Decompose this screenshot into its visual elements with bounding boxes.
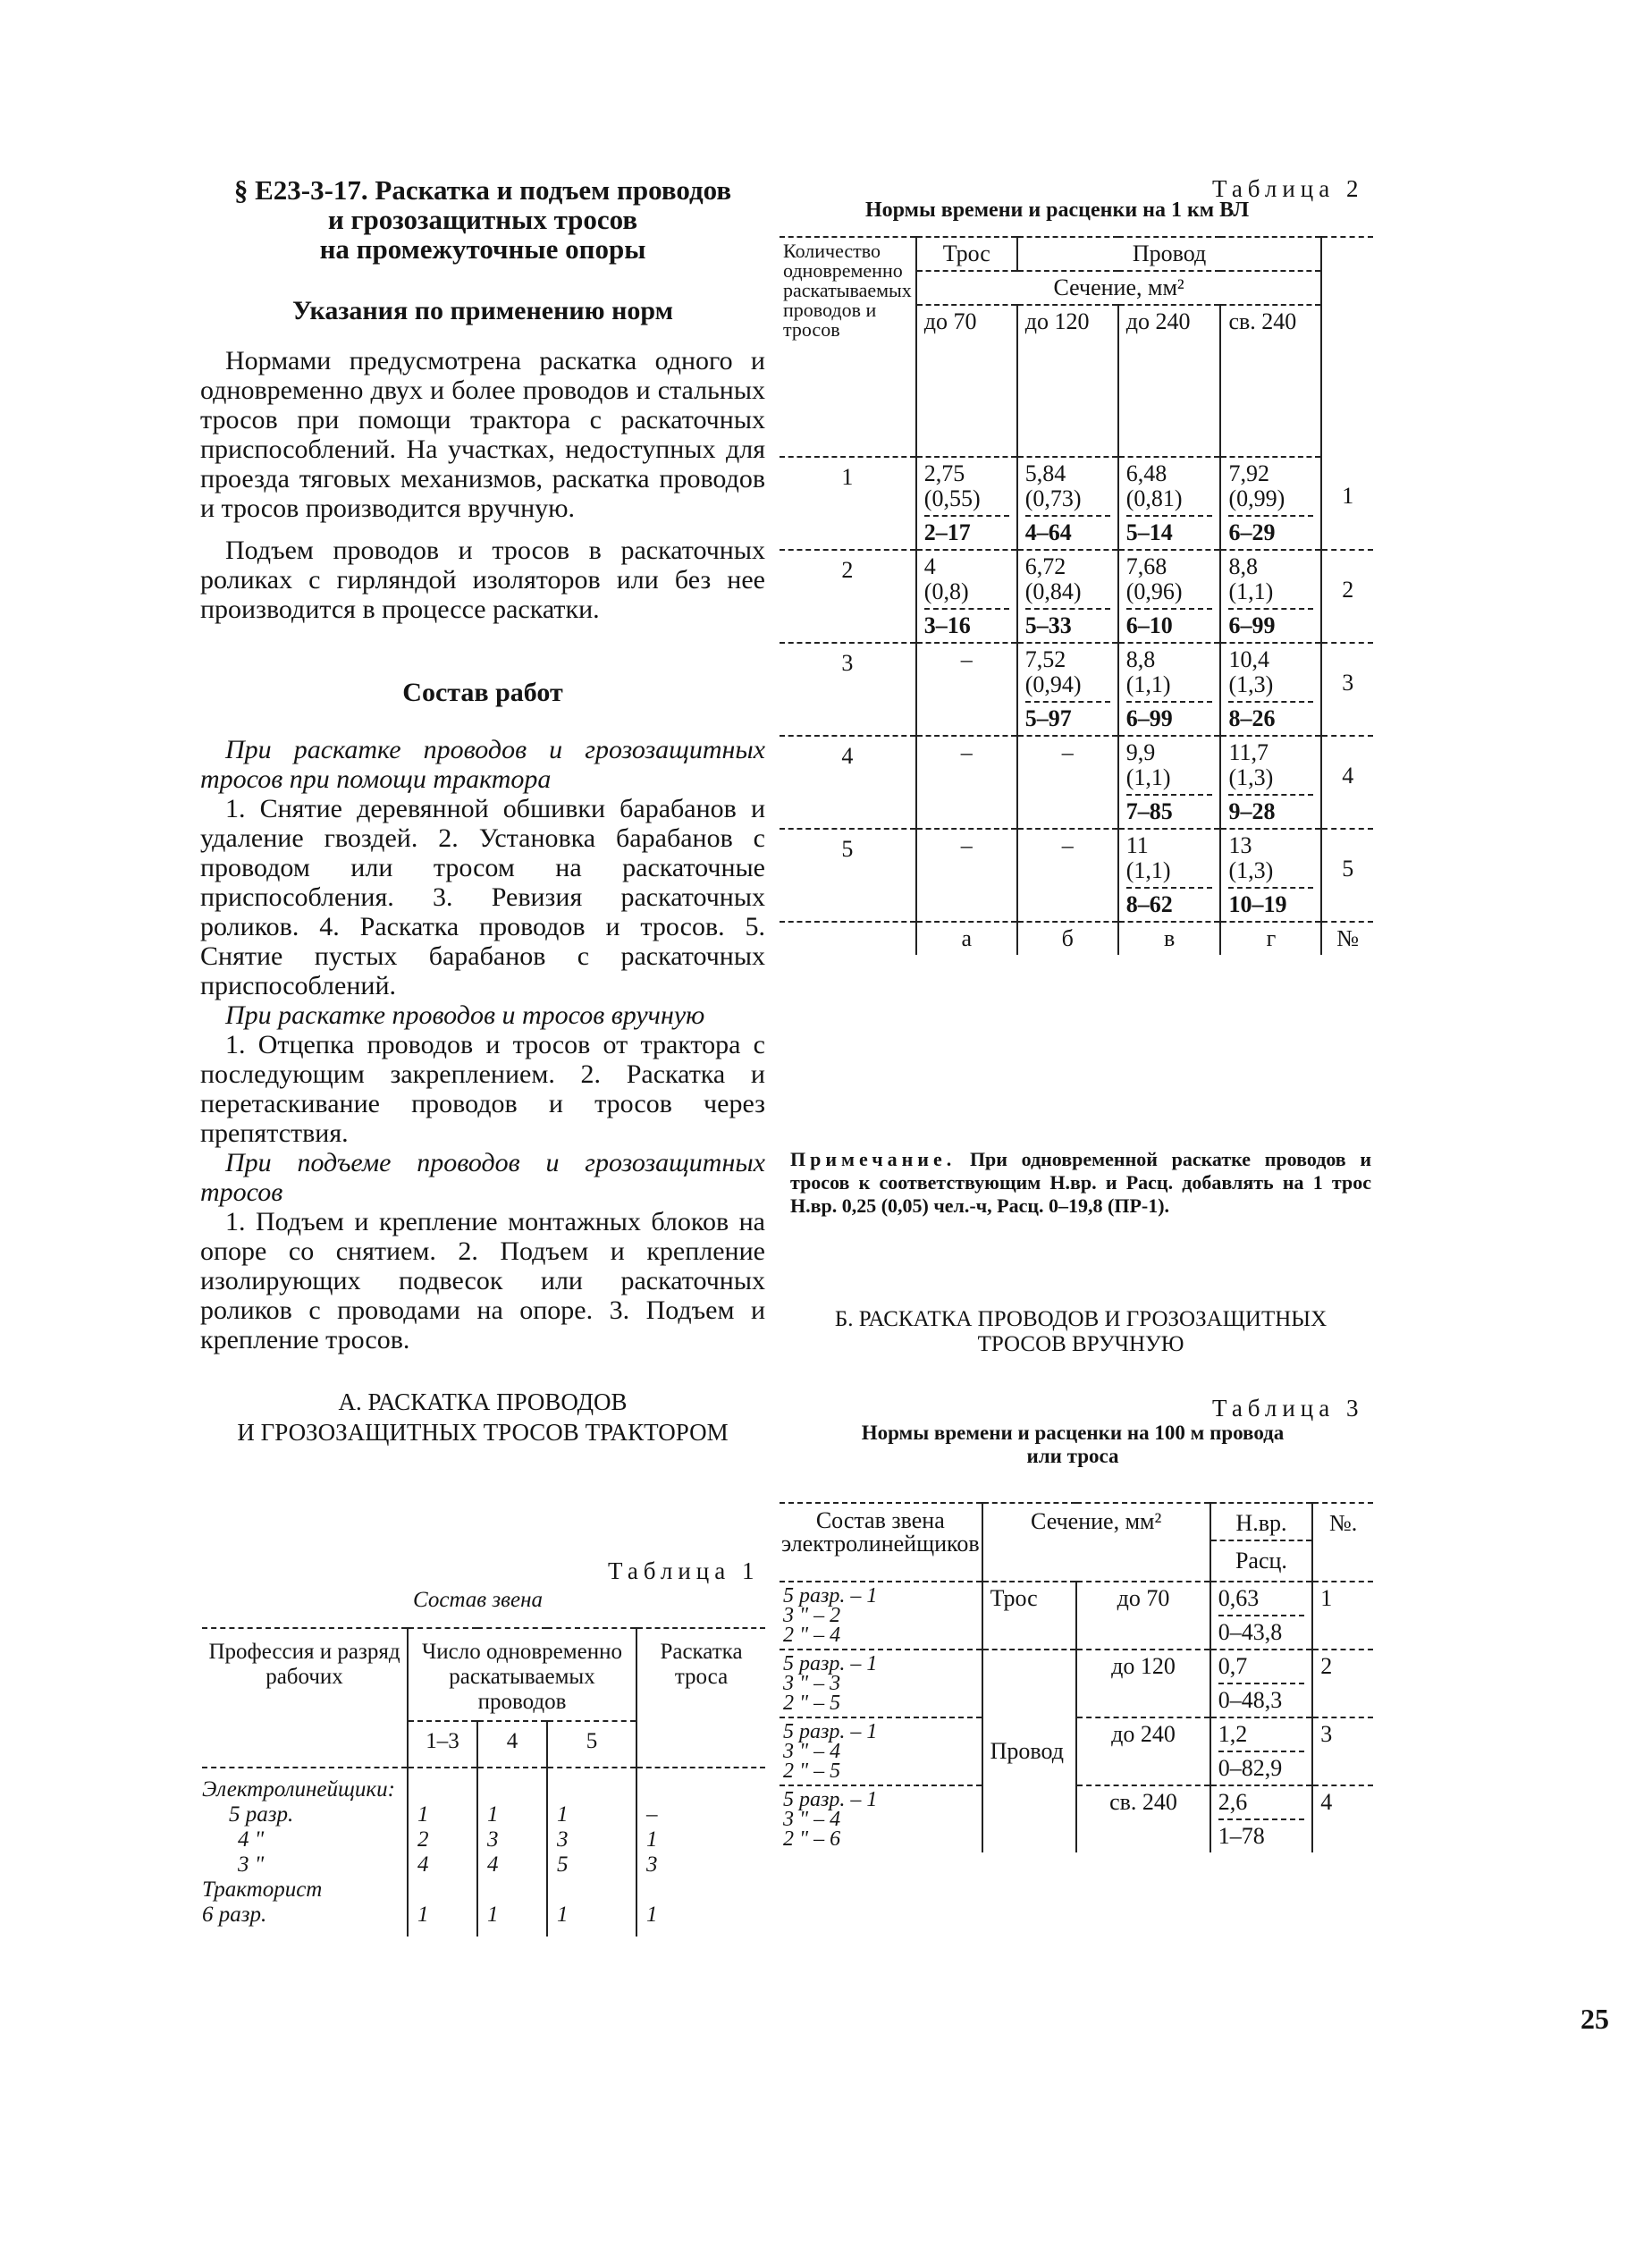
t2-norm: 7,68	[1125, 553, 1167, 579]
section-a-heading	[200, 1387, 765, 1447]
t1-cell: 3	[477, 1827, 547, 1852]
t1-row-label: 5 разр.	[202, 1802, 408, 1827]
t2-cell	[916, 457, 1017, 550]
table1-label: Таблица 1	[608, 1557, 760, 1584]
t2-rate: 5–33	[1024, 612, 1072, 638]
t1-cell: 1	[646, 1827, 658, 1852]
t3-crew-cell	[780, 1650, 982, 1717]
t2-norm: 11	[1125, 832, 1149, 858]
t1-cell: 1	[408, 1903, 477, 1937]
t2-paren: (0,94)	[1024, 671, 1082, 697]
t2-rate: 4–64	[1024, 519, 1072, 545]
t2-norm: –	[1061, 832, 1074, 858]
t1-row-label: Электролинейщики:	[202, 1768, 408, 1802]
t3-norm-cell	[1210, 1717, 1312, 1785]
t3-crew-line: 5 разр. – 1	[783, 1652, 878, 1675]
t2-norm: 2,75	[923, 460, 965, 486]
t1-row-label: 3 "	[202, 1852, 408, 1878]
t2-norm: 7,52	[1024, 646, 1066, 672]
t2-paren: (0,99)	[1228, 485, 1285, 511]
table3-title	[796, 1422, 1350, 1468]
t3-section: до 120	[1076, 1650, 1210, 1717]
t2-row-qty: 1	[780, 457, 916, 550]
table1-caption: Состав звена	[413, 1588, 544, 1612]
t3-section: до 70	[1076, 1582, 1210, 1650]
t2-footer-b: б	[1017, 922, 1118, 955]
t3-crew-line: 3 " – 2	[783, 1604, 841, 1627]
t2-section-2: до 120	[1017, 305, 1118, 457]
section-title-line-2: и грозозащитных тросов	[327, 204, 638, 235]
usage-paragraph-1: Нормами предусмотрена раскатка одного и одновременно двух и более проводов и стальных тросов при помощи трактора с раскаточных приспособлений. На участках, недоступных для проезда тяговых механизмов, раскатка проводов и тросов производится вручную.	[200, 346, 765, 523]
t2-paren: (1,1)	[1228, 578, 1274, 604]
t3-crew-cell	[780, 1717, 982, 1785]
t1-cell: 3	[547, 1827, 636, 1852]
t3-crew-cell	[780, 1582, 982, 1650]
t2-row-qty: 4	[780, 736, 916, 829]
t2-norm: –	[960, 646, 973, 672]
t2-row-no: 2	[1321, 550, 1373, 643]
t2-rate: 9–28	[1228, 798, 1276, 824]
t2-cell	[1017, 736, 1118, 829]
t2-paren: (0,81)	[1125, 485, 1183, 511]
t2-paren: (1,1)	[1125, 671, 1171, 697]
t2-rate: 3–16	[923, 612, 971, 638]
left-column	[200, 175, 765, 1447]
t2-head-wire: Провод	[1132, 240, 1207, 266]
t2-paren: (1,3)	[1228, 857, 1274, 883]
t2-row-no: 4	[1321, 736, 1373, 829]
table3-title-line-2: или троса	[1026, 1445, 1119, 1467]
t1-head-rope: Раскатка троса	[636, 1628, 765, 1768]
t1-subcol-4: 4	[477, 1721, 547, 1768]
page-number: 25	[1580, 2003, 1609, 2035]
t3-crew-cell	[780, 1785, 982, 1852]
t1-row-label: Тракторист	[202, 1878, 408, 1903]
t1-subcol-1-3: 1–3	[408, 1721, 477, 1768]
t2-cell	[1118, 829, 1221, 922]
table-row	[202, 1802, 765, 1827]
table-row	[780, 1582, 1373, 1650]
t1-cell	[408, 1878, 477, 1903]
t2-cell	[1220, 550, 1321, 643]
t2-norm: 9,9	[1125, 739, 1156, 765]
t1-head-count: Число одновременно раскатываемых проводов	[408, 1628, 636, 1721]
t2-cell	[1118, 550, 1221, 643]
t1-cell: 4	[408, 1852, 477, 1878]
t3-nvr: 1,2	[1218, 1721, 1248, 1747]
t3-crew-line: 5 разр. – 1	[783, 1720, 878, 1743]
t2-cell	[1017, 643, 1118, 736]
t2-rate: 7–85	[1125, 798, 1173, 824]
t2-paren: (0,8)	[923, 578, 969, 604]
t2-norm: –	[1061, 739, 1074, 765]
t2-footer-g: г	[1266, 925, 1277, 951]
t1-cell: 1	[477, 1903, 547, 1937]
t1-cell: 3	[646, 1852, 658, 1877]
t2-row-qty: 3	[780, 643, 916, 736]
t1-row-label: 4 "	[202, 1827, 408, 1852]
t2-cell	[1017, 550, 1118, 643]
t3-crew-line: 3 " – 4	[783, 1740, 841, 1763]
t2-cell	[1017, 829, 1118, 922]
section-a-line-1: А. РАСКАТКА ПРОВОДОВ	[338, 1388, 628, 1415]
t2-rate: 8–62	[1125, 891, 1173, 917]
t2-head-rope: Трос	[916, 237, 1017, 271]
t2-rate: 6–99	[1125, 705, 1173, 731]
table-row	[780, 643, 1373, 736]
t1-cell: 1	[547, 1802, 636, 1827]
table2-note	[790, 1148, 1371, 1218]
t3-head-rate: Расц.	[1210, 1540, 1312, 1582]
table2-note-text: При одновременной раскатке проводов и тросов к соответствующим Н.вр. и Расц. добавлять на 1 трос Н.вр. 0,25 (0,05) чел.-ч, Расц. 0–19,8 (ПР-1).	[790, 1148, 1372, 1217]
t2-section-4: св. 240	[1220, 305, 1321, 457]
t3-crew-line: 2 " – 4	[783, 1624, 841, 1647]
t2-cell	[916, 829, 1017, 922]
t2-cell	[1017, 457, 1118, 550]
table-row	[202, 1903, 765, 1937]
t3-head-nvr: Н.вр.	[1210, 1503, 1312, 1540]
t2-cell	[916, 643, 1017, 736]
t3-head-no: №.	[1312, 1503, 1373, 1582]
t3-rate: 0–82,9	[1218, 1755, 1283, 1781]
work-subheading-lifting: При подъеме проводов и грозозащитных тросов	[200, 1148, 765, 1207]
t2-paren: (0,73)	[1024, 485, 1082, 511]
t2-cell	[1118, 643, 1221, 736]
t2-norm: 5,84	[1024, 460, 1066, 486]
t3-head-crew: Состав звена электролинейщиков	[780, 1503, 982, 1582]
t1-cell	[547, 1878, 636, 1903]
t3-row-no: 1	[1320, 1585, 1333, 1611]
t3-type-rope: Трос	[982, 1582, 1077, 1650]
t3-norm-cell	[1210, 1582, 1312, 1650]
t2-row-qty: 5	[780, 829, 916, 922]
t3-nvr: 0,7	[1218, 1653, 1248, 1679]
t3-crew-line: 3 " – 4	[783, 1808, 841, 1831]
t2-paren: (0,84)	[1024, 578, 1082, 604]
table-row	[780, 457, 1373, 550]
section-b-line-2: ТРОСОВ ВРУЧНУЮ	[977, 1332, 1184, 1356]
t3-section: св. 240	[1076, 1785, 1210, 1852]
work-heading: Состав работ	[402, 678, 563, 707]
table3	[780, 1502, 1373, 1852]
t2-norm: 7,92	[1228, 460, 1269, 486]
t1-head-profession: Профессия и разряд рабочих	[202, 1628, 408, 1768]
t2-rate: 2–17	[923, 519, 971, 545]
t2-norm: 11,7	[1228, 739, 1268, 765]
t2-row-no: 5	[1321, 829, 1373, 922]
t2-head-qty: Количество одновременно раскатываемых проводов и тросов	[780, 237, 916, 457]
t2-cell	[916, 736, 1017, 829]
t2-section-3: до 240	[1118, 305, 1221, 457]
t2-rate: 5–14	[1125, 519, 1173, 545]
t3-crew-line: 2 " – 5	[783, 1759, 841, 1783]
t2-norm: –	[960, 832, 973, 858]
section-title	[200, 175, 765, 264]
table-row	[202, 1827, 765, 1852]
t2-paren: (1,1)	[1125, 764, 1171, 790]
t2-norm: 13	[1228, 832, 1252, 858]
t1-cell	[408, 1768, 477, 1802]
t2-footer-a: а	[916, 922, 1017, 955]
table-row	[780, 736, 1373, 829]
table-row	[780, 550, 1373, 643]
t2-norm: –	[960, 739, 973, 765]
t2-norm: 10,4	[1228, 646, 1269, 672]
t3-section: до 240	[1076, 1717, 1210, 1785]
t2-norm: 8,8	[1228, 553, 1258, 579]
t3-norm-cell	[1210, 1785, 1312, 1852]
t1-cell	[636, 1768, 765, 1802]
t2-rate: 6–29	[1228, 519, 1276, 545]
t1-cell: 2	[408, 1827, 477, 1852]
table1	[202, 1627, 765, 1937]
t2-paren: (1,3)	[1228, 764, 1274, 790]
table-row	[202, 1852, 765, 1878]
section-title-line-3: на промежуточные опоры	[319, 233, 646, 265]
t2-cell	[1220, 643, 1321, 736]
table-row	[780, 1650, 1373, 1717]
t3-crew-line: 3 " – 3	[783, 1672, 841, 1695]
t1-cell	[547, 1768, 636, 1802]
t2-row-no: 1	[1321, 457, 1373, 550]
work-paragraph-lifting: 1. Подъем и крепление монтажных блоков на опоре со снятием. 2. Подъем и крепление изолирующих подвесок или раскаточных роликов с проводами на опоре. 3. Подъем и крепление тросов.	[200, 1207, 765, 1354]
t2-rate: 6–99	[1228, 612, 1276, 638]
t2-norm: 8,8	[1125, 646, 1156, 672]
t3-rate: 0–48,3	[1218, 1687, 1283, 1713]
t2-cell	[1220, 457, 1321, 550]
table-row	[780, 829, 1373, 922]
t1-cell: –	[646, 1802, 658, 1827]
t1-cell	[477, 1878, 547, 1903]
t2-head-section: Сечение, мм²	[916, 271, 1322, 305]
t3-row-no: 3	[1320, 1721, 1333, 1747]
t1-cell: 1	[547, 1903, 636, 1937]
t1-cell: 1	[477, 1802, 547, 1827]
table-row	[202, 1768, 765, 1802]
t1-cell: 5	[547, 1852, 636, 1878]
t3-rate: 0–43,8	[1218, 1619, 1283, 1645]
t3-row-no: 2	[1320, 1653, 1333, 1679]
t3-head-section: Сечение, мм²	[982, 1503, 1210, 1582]
work-paragraph-manual: 1. Отцепка проводов и тросов от трактора с последующим закреплением. 2. Раскатка и перетаскивание проводов и тросов через препятствия.	[200, 1030, 765, 1148]
t2-footer-no: №	[1321, 922, 1373, 955]
t2-cell	[1220, 736, 1321, 829]
section-b-heading	[790, 1307, 1371, 1357]
table-row	[780, 1785, 1373, 1852]
t3-norm-cell	[1210, 1650, 1312, 1717]
t1-subcol-5: 5	[547, 1721, 636, 1768]
t1-cell	[636, 1878, 765, 1903]
table-row	[202, 1878, 765, 1903]
t1-cell: 1	[646, 1903, 658, 1927]
work-subheading-tractor: При раскатке проводов и грозозащитных тросов при помощи трактора	[200, 735, 765, 794]
work-paragraph-tractor: 1. Снятие деревянной обшивки барабанов и удаление гвоздей. 2. Установка барабанов с проводом или тросом на раскаточные приспособления. 3. Ревизия раскаточных роликов. 4. Раскатка проводов и тросов. 5. Снятие пустых барабанов с раскаточных приспособлений.	[200, 794, 765, 1000]
t3-crew-line: 5 разр. – 1	[783, 1788, 878, 1811]
t2-row-no: 3	[1321, 643, 1373, 736]
t2-rate: 6–10	[1125, 612, 1173, 638]
t2-section-1: до 70	[916, 305, 1017, 457]
t2-cell	[1220, 829, 1321, 922]
t2-footer-v: в	[1118, 922, 1221, 955]
usage-heading: Указания по применению норм	[291, 296, 674, 325]
t2-cell	[1118, 736, 1221, 829]
t2-norm: 4	[923, 553, 936, 579]
section-title-line-1: § Е23-3-17. Раскатка и подъем проводов	[233, 174, 732, 206]
table3-title-line-1: Нормы времени и расценки на 100 м провода	[861, 1422, 1285, 1444]
table2	[780, 236, 1373, 955]
table3-label: Таблица 3	[1212, 1395, 1364, 1422]
t2-row-qty: 2	[780, 550, 916, 643]
t1-cell	[477, 1768, 547, 1802]
t3-nvr: 2,6	[1218, 1789, 1248, 1815]
t2-norm: 6,72	[1024, 553, 1066, 579]
table-footer-row	[780, 922, 1373, 955]
t2-paren: (1,3)	[1228, 671, 1274, 697]
table-row	[780, 1717, 1373, 1785]
t3-row-no: 4	[1320, 1789, 1333, 1815]
t2-rate: 5–97	[1024, 705, 1072, 731]
work-subheading-manual: При раскатке проводов и тросов вручную	[225, 1000, 705, 1030]
t3-nvr: 0,63	[1218, 1585, 1260, 1611]
table2-label: Таблица 2	[1212, 175, 1364, 202]
t2-norm: 6,48	[1125, 460, 1167, 486]
t2-paren: (0,55)	[923, 485, 981, 511]
t3-type-wire: Провод	[982, 1650, 1077, 1852]
t3-crew-line: 2 " – 6	[783, 1827, 841, 1851]
t3-rate: 1–78	[1218, 1823, 1265, 1849]
t1-row-label: 6 разр.	[202, 1903, 408, 1937]
t2-rate: 10–19	[1228, 891, 1287, 917]
t2-rate: 8–26	[1228, 705, 1276, 731]
t1-cell: 1	[408, 1802, 477, 1827]
table2-note-label: Примечание.	[790, 1148, 957, 1170]
t2-paren: (0,96)	[1125, 578, 1183, 604]
table2-title: Нормы времени и расценки на 1 км ВЛ	[865, 198, 1250, 222]
t2-cell	[1118, 457, 1221, 550]
usage-paragraph-2: Подъем проводов и тросов в раскаточных роликах с гирляндой изоляторов или без нее производится в процессе раскатки.	[200, 536, 765, 624]
t2-paren: (1,1)	[1125, 857, 1171, 883]
section-b-line-1: Б. РАСКАТКА ПРОВОДОВ И ГРОЗОЗАЩИТНЫХ	[834, 1307, 1328, 1331]
section-a-line-2: И ГРОЗОЗАЩИТНЫХ ТРОСОВ ТРАКТОРОМ	[237, 1419, 729, 1446]
t3-crew-line: 2 " – 5	[783, 1692, 841, 1715]
t3-crew-line: 5 разр. – 1	[783, 1584, 878, 1607]
t1-cell: 4	[477, 1852, 547, 1878]
t2-cell	[916, 550, 1017, 643]
